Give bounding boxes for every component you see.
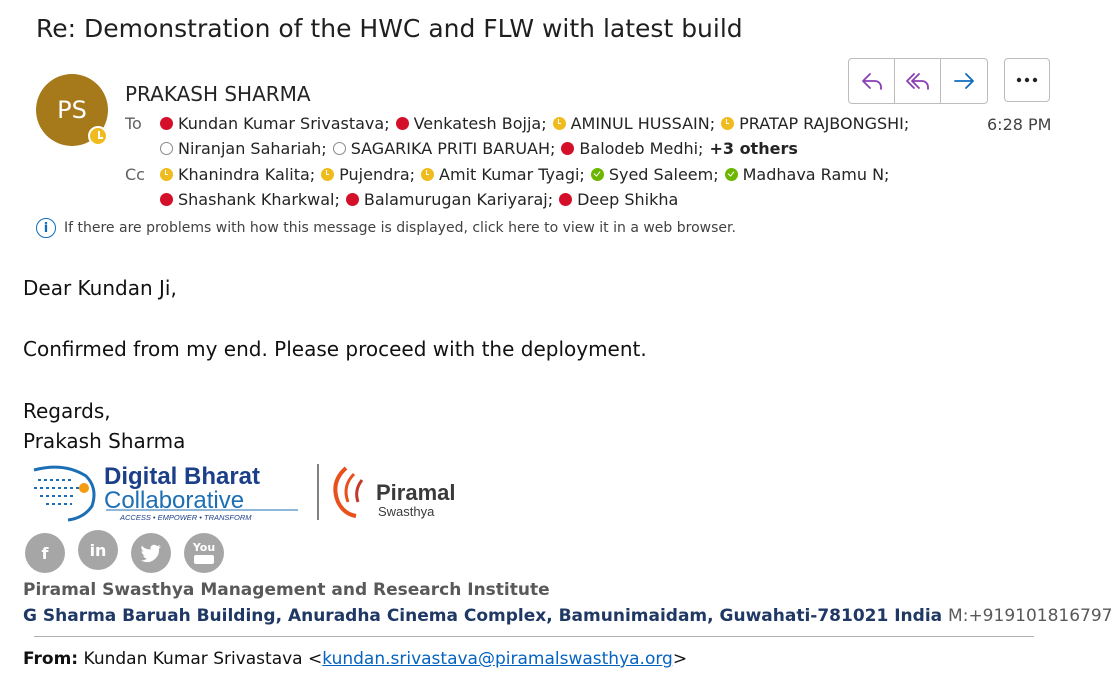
recipient[interactable]: SAGARIKA PRITI BARUAH; bbox=[333, 139, 562, 158]
available-status-icon bbox=[591, 168, 604, 181]
reply-all-button[interactable] bbox=[895, 59, 941, 103]
away-status-icon bbox=[553, 117, 566, 130]
organization-address bbox=[23, 606, 1112, 626]
recipient[interactable]: PRATAP RAJBONGSHI; bbox=[721, 114, 915, 133]
reply-all-icon bbox=[905, 70, 931, 92]
to-label: To bbox=[125, 114, 142, 133]
dbc-logo-mark bbox=[34, 467, 94, 520]
signature-name: Prakash Sharma bbox=[23, 429, 186, 453]
busy-status-icon bbox=[160, 117, 173, 130]
to-recipients-line-2 bbox=[160, 139, 798, 158]
recipient[interactable]: Madhava Ramu N; bbox=[725, 165, 896, 184]
reply-icon bbox=[860, 70, 884, 92]
to-recipients-line-1 bbox=[160, 114, 915, 133]
busy-status-icon bbox=[346, 193, 359, 206]
recipient[interactable]: Syed Saleem; bbox=[591, 165, 725, 184]
quoted-message-divider bbox=[34, 636, 1034, 637]
dbc-subtitle: Collaborative bbox=[104, 487, 245, 514]
twitter-bird-icon bbox=[140, 544, 162, 562]
from-name: Kundan Kumar Srivastava < bbox=[83, 649, 323, 669]
display-problem-infobar[interactable] bbox=[36, 218, 736, 238]
busy-status-icon bbox=[561, 142, 574, 155]
body-line: Confirmed from my end. Please proceed with the deployment. bbox=[23, 337, 647, 361]
recipient[interactable]: Shashank Kharkwal; bbox=[160, 190, 346, 209]
cc-recipients-line-2 bbox=[160, 190, 684, 209]
greeting: Dear Kundan Ji, bbox=[23, 276, 177, 300]
recipient[interactable]: Pujendra; bbox=[321, 165, 421, 184]
recipient[interactable]: Deep Shikha bbox=[559, 190, 684, 209]
quoted-from-line bbox=[23, 649, 687, 669]
message-actions bbox=[848, 58, 988, 104]
recipient[interactable]: AMINUL HUSSAIN; bbox=[553, 114, 722, 133]
swasthya-name: Swasthya bbox=[378, 504, 435, 519]
recipient[interactable]: Balodeb Medhi; bbox=[561, 139, 709, 158]
regards: Regards, bbox=[23, 399, 111, 423]
twitter-icon[interactable] bbox=[131, 533, 171, 573]
recipient[interactable]: Niranjan Sahariah; bbox=[160, 139, 333, 158]
cc-recipients-line-1 bbox=[160, 165, 895, 184]
infobar-text: If there are problems with how this message is displayed, click here to view it in a web browser. bbox=[64, 220, 736, 236]
recipient[interactable]: Balamurugan Kariyaraj; bbox=[346, 190, 559, 209]
recipient[interactable]: Kundan Kumar Srivastava; bbox=[160, 114, 396, 133]
address-text: G Sharma Baruah Building, Anuradha Cinema Complex, Bamunimaidam, Guwahati-781021 India bbox=[23, 606, 943, 626]
sender-name[interactable]: PRAKASH SHARMA bbox=[125, 82, 311, 106]
recipient[interactable]: Khanindra Kalita; bbox=[160, 165, 321, 184]
facebook-icon[interactable]: f bbox=[25, 533, 65, 573]
email-subject: Re: Demonstration of the HWC and FLW with latest build bbox=[36, 14, 743, 43]
from-label: From: bbox=[23, 649, 79, 669]
away-status-icon bbox=[721, 117, 734, 130]
available-status-icon bbox=[725, 168, 738, 181]
busy-status-icon bbox=[559, 193, 572, 206]
youtube-icon[interactable]: You bbox=[184, 533, 224, 573]
organization-logo bbox=[24, 458, 480, 528]
from-close: > bbox=[672, 649, 688, 669]
offline-status-icon bbox=[333, 142, 346, 155]
busy-status-icon bbox=[160, 193, 173, 206]
info-icon: i bbox=[36, 218, 56, 238]
more-recipients-link[interactable]: +3 others bbox=[709, 139, 798, 158]
avatar-initials: PS bbox=[57, 96, 87, 124]
dbc-title: Digital Bharat bbox=[104, 463, 261, 490]
linkedin-icon[interactable]: in bbox=[78, 530, 118, 570]
reply-button[interactable] bbox=[849, 59, 895, 103]
dbc-tagline: ACCESS • EMPOWER • TRANSFORM bbox=[120, 513, 252, 522]
piramal-logo-mark bbox=[335, 468, 362, 516]
recipient[interactable]: Amit Kumar Tyagi; bbox=[421, 165, 591, 184]
from-email-link[interactable]: kundan.srivastava@piramalswasthya.org bbox=[322, 649, 673, 669]
away-status-icon bbox=[160, 168, 173, 181]
more-icon bbox=[1015, 77, 1039, 83]
more-actions-button[interactable] bbox=[1004, 58, 1050, 102]
sent-time: 6:28 PM bbox=[987, 115, 1052, 134]
presence-away-icon bbox=[88, 126, 108, 146]
mobile-number: M:+919101816797 bbox=[948, 606, 1112, 626]
forward-icon bbox=[952, 70, 976, 92]
cc-label: Cc bbox=[125, 165, 145, 184]
forward-button[interactable] bbox=[941, 59, 987, 103]
away-status-icon bbox=[421, 168, 434, 181]
piramal-name: Piramal bbox=[376, 480, 456, 505]
away-status-icon bbox=[321, 168, 334, 181]
organization-name: Piramal Swasthya Management and Research Institute bbox=[23, 580, 550, 600]
recipient[interactable]: Venkatesh Bojja; bbox=[396, 114, 553, 133]
busy-status-icon bbox=[396, 117, 409, 130]
offline-status-icon bbox=[160, 142, 173, 155]
